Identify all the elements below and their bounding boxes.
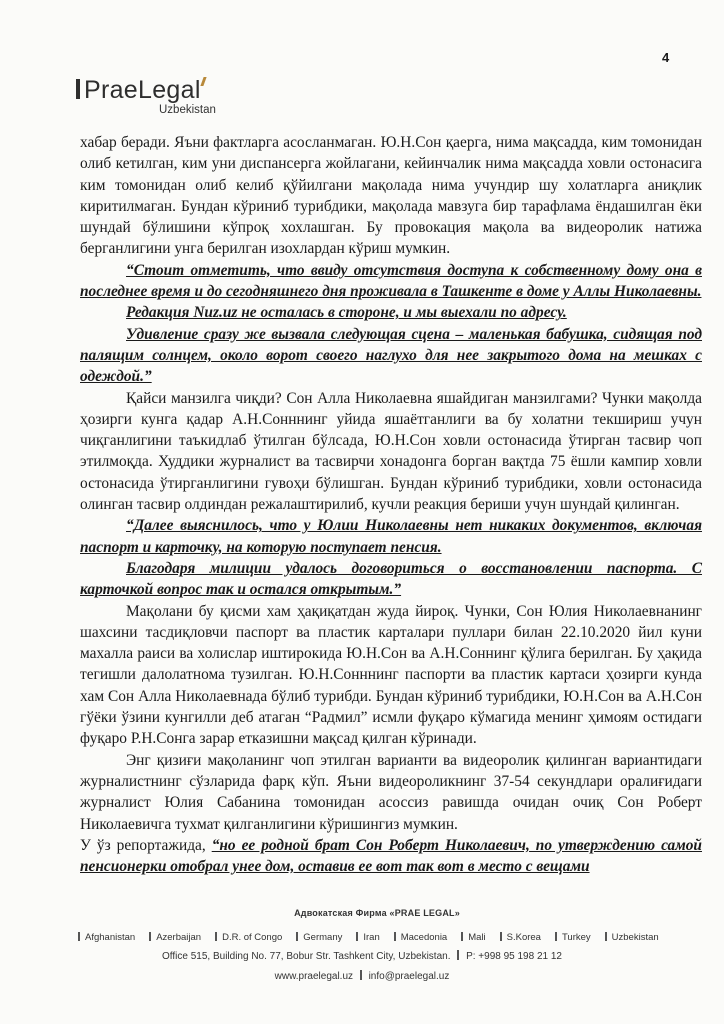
country-item: Germany: [296, 932, 342, 943]
paragraph: [80, 835, 702, 878]
country-item: Azerbaijan: [149, 932, 201, 943]
paragraph: Энг қизиғи мақоланинг чоп этилган варианти ва видеоролик қилинган вариантидаги журналистнинг сўзларида фарқ кўп. Яъни видеороликнинг 37-54 секундлари оралиғидаги журналист Юлия Сабанина томонидан асоссиз равишда очидан очиқ Сон Роберт Николаевичга тухмат қилганлигини кўришингиз мумкин.: [80, 751, 702, 833]
quote-paragraph: Редакция Nuz.uz не осталась в стороне, и мы выехали по адресу.: [126, 304, 567, 322]
phone-number: P: +998 95 198 21 12: [466, 951, 562, 962]
quote-paragraph: Благодаря милиции удалось договориться о восстановлении паспорта. С карточкой вопрос так и остался открытым.”: [80, 559, 702, 599]
country-list: [78, 932, 724, 943]
document-body: [80, 132, 702, 877]
logo-subtitle: Uzbekistan: [159, 104, 216, 116]
inline-quote: “но ее родной брат Сон Роберт Николаевич, по утверждению самой пенсионерки отобрал унее дом, оставив ее вот так вот в место с вещами: [80, 836, 702, 876]
paragraph: Қайси манзилга чиқди? Сон Алла Николаевна яшайдиган манзилгами? Чунки мақолда ҳозирги кунга қадар А.Н.Сонннинг уйида яшаётганлиги ва бу холатни текшириш учун чиқганлигини таъкидлаб ўтилган бўлсада, Ю.Н.Сон ховли остонасида ўтирган тасвир чоп этилмоқда. Худдики журналист ва тасвирчи хонадонга борган вақтда 75 ёшли кампир ховли остонасида ўтирганлигини гувоҳи бўлишган. Бундан кўриниб турибдики, ховли остонасида олинган тасвир олдиндан режалаштирилиб, кучли реакция бериши учун шундай қилинган.: [80, 389, 702, 514]
quote-paragraph: Удивление сразу же вызвала следующая сцена – маленькая бабушка, сидящая под палящим солнцем, около ворот своего наглухо для нее закрытого дома на мешках с одеждой.”: [80, 325, 702, 386]
address-text: Office 515, Building No. 77, Bobur Str. Tashkent City, Uzbekistan.: [162, 951, 451, 962]
country-item: D.R. of Congo: [215, 932, 282, 943]
country-item: Macedonia: [394, 932, 447, 943]
separator: [360, 970, 362, 980]
website-link[interactable]: www.praelegal.uz: [274, 971, 354, 982]
country-item: S.Korea: [500, 932, 541, 943]
page-number: 4: [662, 50, 670, 65]
contact-line: [0, 970, 724, 982]
country-item: Iran: [356, 932, 379, 943]
country-item: Mali: [461, 932, 485, 943]
page-footer: [0, 908, 724, 982]
quote-paragraph: “Стоит отметить, что ввиду отсутствия доступа к собственному дому она в последнее время и до сегодняшнего дня проживала в Ташкенте в доме у Аллы Николаевны.: [80, 261, 702, 301]
firm-name: Адвокатская Фирма «PRAE LEGAL»: [294, 908, 460, 918]
paragraph: Мақолани бу қисми хам ҳақиқатдан жуда йироқ. Чунки, Сон Юлия Николаевнанинг шахсини тасдиқловчи паспорт ва пластик карталари пуллари билан 22.10.2020 йил куни махалла раиси ва холислар иштирокида Ю.Н.Сон ва А.Н.Соннинг қўлига берилган. Бу ҳақида тегишли далолатнома тузилган. Ю.Н.Сонннинг паспорти ва пластик картаси ҳозирги кунда хам Сон Алла Николаевнада бўлиб турибди. Бундан кўриниб турибдики, Ю.Н.Сон ва А.Н.Сон гўёки ўзини кунгилли деб атаган “Радмил” исмли фуқаро кўмагида менинг ҳимоям остидаги фуқаро Р.Н.Сонга зарар етказишни мақсад қилган кўринади.: [80, 602, 702, 748]
country-item: Uzbekistan: [605, 932, 659, 943]
quote-paragraph: “Далее выяснилось, что у Юлии Николаевны нет никаких документов, включая паспорт и карточку, на которую поступает пенсия.: [80, 517, 702, 556]
separator: [457, 950, 459, 960]
office-address: [0, 950, 724, 962]
paragraph-lead: У ўз репортажида,: [80, 836, 212, 854]
email-link[interactable]: info@praelegal.uz: [368, 971, 450, 982]
paragraph: хабар беради. Яъни фактларга асосланмаган. Ю.Н.Сон қаерга, нима мақсадда, ким томонидан олиб кетилган, ким уни диспансерга жойлагани, кейинчалик нима мақсадда ховли остонасига ким томонидан олиб келиб қўйилгани мақолада нима учундир шу холатларга аниқлик киритилмаган. Бундан кўриниб турибдики, мақолада мавзуга бир тарафлама ёндашилган ёки шундай бўлишини кўпроқ хохлашган. Бу провокация мақола ва видеоролик натижа берганлигини унга берилган изохлардан кўриш мумкин.: [80, 134, 702, 258]
country-item: Afghanistan: [78, 932, 135, 943]
logo-wordmark: PraeLegal: [76, 76, 216, 105]
country-item: Turkey: [555, 932, 591, 943]
company-logo: [76, 76, 216, 116]
